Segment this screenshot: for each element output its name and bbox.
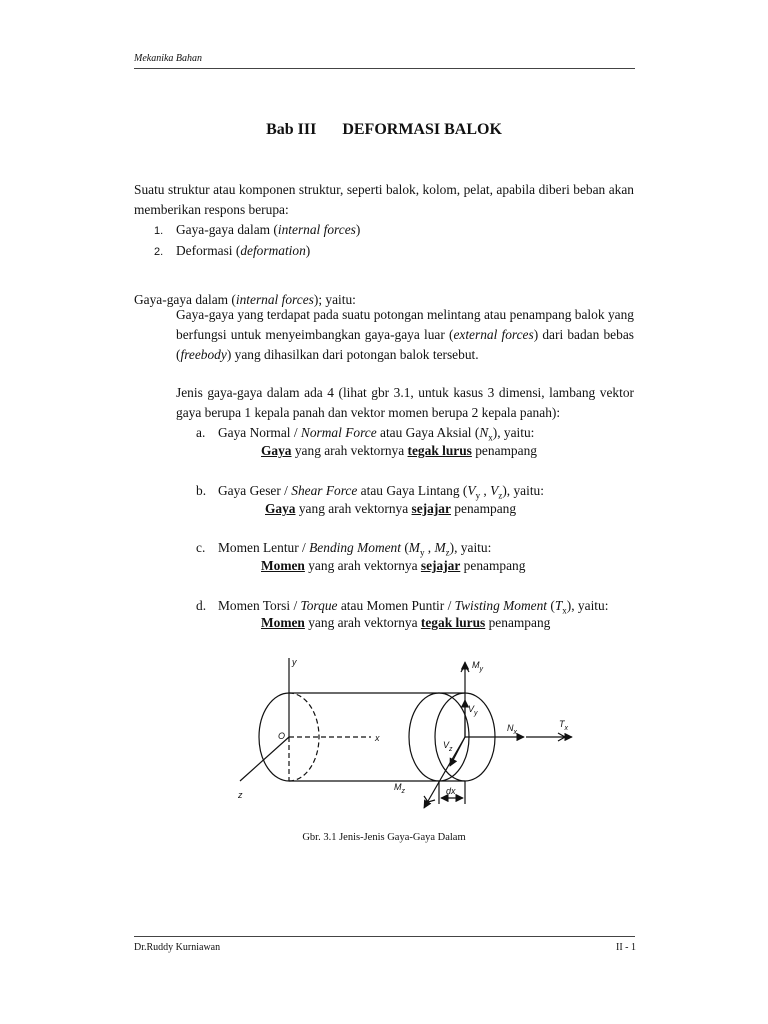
label-origin: O <box>278 731 286 741</box>
label-my: M <box>472 660 480 670</box>
footer-author: Dr.Ruddy Kurniawan <box>134 942 221 953</box>
page-number: II - 1 <box>616 942 636 953</box>
type-c-bending-moment: c. Momen Lentur / Bending Moment ($M_y$ , $M_z$), yaitu: <box>196 540 492 558</box>
z-axis <box>240 737 289 781</box>
type-a-definition: Gaya yang arah vektornya tegak lurus penampang <box>261 443 537 458</box>
type-d-definition: Momen yang arah vektornya tegak lurus penampang <box>261 615 551 630</box>
list-item: 2. Deformasi (deformation) <box>154 243 311 258</box>
svg-text:Nx: $N_x$ <box>507 723 517 736</box>
label-mz: M <box>394 782 402 792</box>
svg-text:Tx: $T_x$ <box>559 719 568 732</box>
header-rule <box>134 68 635 69</box>
internal-forces-lead: Gaya-gaya dalam (internal forces); yaitu: <box>134 292 356 307</box>
chapter-title <box>0 121 768 139</box>
svg-text:My: $M_y$ <box>472 660 483 673</box>
label-tx: T <box>559 719 565 729</box>
type-a-normal-force: a. Gaya Normal / Normal Force atau Gaya Aksial $(N_x)$, yaitu: <box>196 425 535 443</box>
intro-paragraph: Suatu struktur atau komponen struktur, seperti balok, kolom, pelat, apabila diberi beban akan memberikan respons berupa: <box>134 182 634 217</box>
type-b-shear-force: b. Gaya Geser / Shear Force atau Gaya Lintang ($V_y$ , $V_z$), yaitu: <box>196 483 544 501</box>
label-y: y <box>292 657 297 667</box>
label-vy: V <box>468 704 475 714</box>
internal-forces-figure <box>228 648 580 818</box>
type-d-torque: d. Momen Torsi / Torque atau Momen Puntir / Twisting Moment $(T_x)$, yaitu: <box>196 598 609 616</box>
svg-text:Mz: $M_z$ <box>394 782 405 795</box>
response-list <box>154 220 360 262</box>
types-intro: Jenis gaya-gaya dalam ada 4 (lihat gbr 3.1, untuk kasus 3 dimensi, lambang vektor gaya berupa 1 kepala panah dan vektor momen berupa 2 kepala panah): <box>176 385 634 420</box>
label-vz: V <box>443 740 450 750</box>
label-nx: N <box>507 723 514 733</box>
chapter-heading: DEFORMASI BALOK <box>342 121 502 138</box>
running-header: Mekanika Bahan <box>134 53 203 64</box>
label-dx: dx <box>446 786 456 796</box>
footer-rule <box>134 936 635 937</box>
svg-text:Vy: $V_y$ <box>468 704 478 717</box>
internal-forces-definition: Gaya-gaya yang terdapat pada suatu potongan melintang atau penampang balok yang berfungsi untuk menyeimbangkan gaya-gaya luar (external forces) dari badan bebas (freebody) yang dihasilkan dari potongan balok tersebut. <box>176 307 634 362</box>
list-item: 1. Gaya-gaya dalam (internal forces) <box>154 222 361 237</box>
label-x: x <box>375 733 380 743</box>
type-c-definition: Momen yang arah vektornya sejajar penampang <box>261 558 526 573</box>
type-b-definition: Gaya yang arah vektornya sejajar penampang <box>265 501 517 516</box>
svg-text:Vz: $V_z$ <box>443 740 453 753</box>
chapter-number: Bab III <box>266 121 317 138</box>
figure-caption: Gbr. 3.1 Jenis-Jenis Gaya-Gaya Dalam <box>302 832 466 843</box>
label-z: z <box>238 790 243 800</box>
